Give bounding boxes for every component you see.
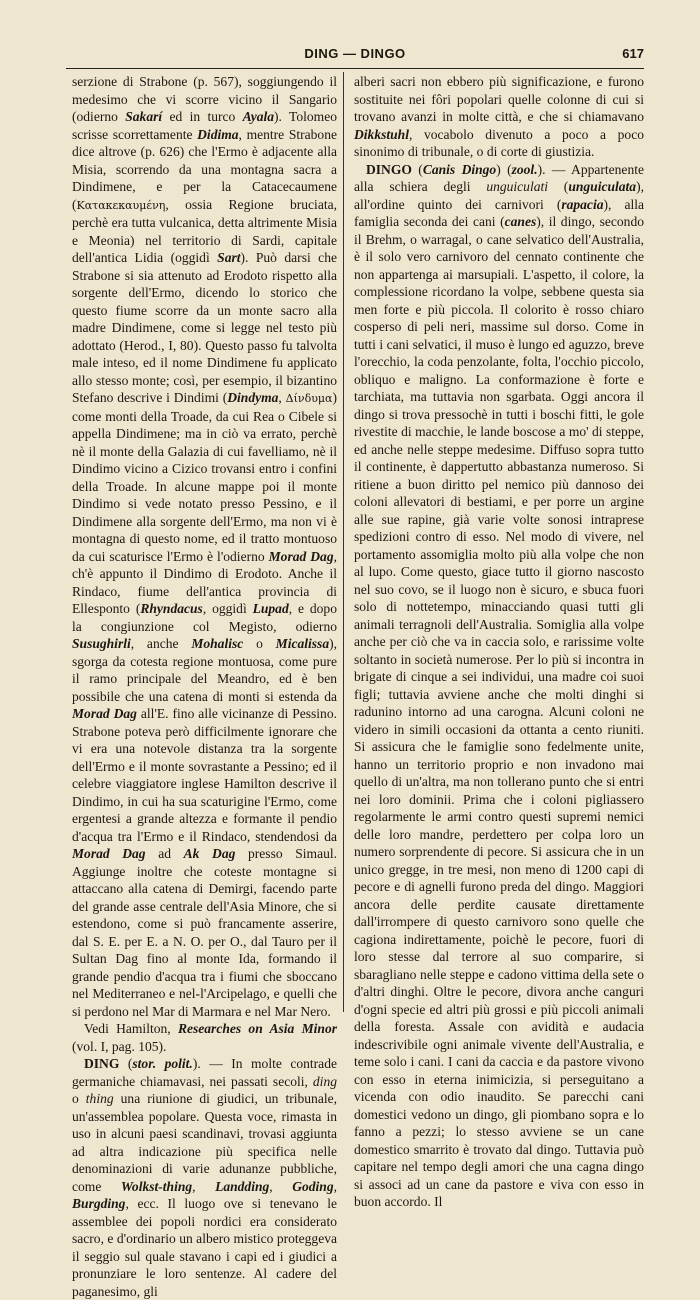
text-run: rapacia [561,196,604,212]
text-run: , [269,1178,293,1194]
text-run: , ecc. Il luogo ove si tenevano le assemblee dei popoli nordici era considerato sacro, e d'ordinario un albero mistico proteggeva il seggio sul quale stavano i capi ed i giudici a pronunziare le loro sentenze. Al cadere del paganesimo, gli [72,1196,337,1299]
text-run: , [192,1178,216,1194]
text-run: Wolkst-thing [120,1178,193,1194]
right-column [354,73,644,1211]
text-run: ) come monti della Troade, da cui Rea o Cibele si appella Dindimene; ma in ciò va errato, perchè nè il monte della Galazia di cui favelliamo, nè il Dindimo vicino a Cizico trovansi entro i confini della Troade. In alcune mappe poi il monte Dindimo si vede notato presso Pessino, e il Dindimene alla sorgente dell'Ermo, ma non vi è montagna di questo nome, ed il tratto montuoso da cui scaturisce l'Ermo è l'odierno [72,390,337,564]
text-run: ), sgorga da cotesta regione montuosa, come pure il ramo principale del Meandro, ed è ben possibile che una catena di monti si estenda da [72,636,338,704]
text-run: ed in turco [162,109,243,124]
text-run: Morad Dag [268,548,334,564]
text-run: presso Simaul. Aggiunge inoltre che coteste montagne si attaccano alla catena di Demirgi, facendo parte del grande asse centrale dell'Asia Minore, che si estendono, come si può francamente asserire, dal S. E. per E. a N. O. per O., dal Tauro per il Sultan Dag fino al monte Ida, formando il grande pendio d'acqua tra i fiumi che sboccano nel Mediterraneo e nel-l'Arcipelago, e quelli che si perdono nel Mar di Marmara e nel Mar Nero. [72,846,338,1019]
text-run: una riunione di giudici, un tribunale, un'assemblea popolare. Questa voce, rimasta in uso in alcuni paesi scandinavi, trovasi aggiunta ad altra indicazione più specifica nelle denominazioni di varie adunanze pubbliche, come [72,1091,337,1194]
entry-headword: DING [84,1056,120,1071]
text-run: Landding [215,1178,270,1194]
text-run: ( [411,161,423,177]
text-run: Morad Dag [72,706,137,721]
text-run: , [278,390,286,405]
ding-entry-continued [354,73,644,161]
text-run: Goding [292,1178,334,1194]
hamilton-reference [72,1020,337,1055]
text-run: ), all'ordine quinto dei carnivori ( [354,179,644,212]
text-run: ). Tolomeo scrisse scorrettamente [72,109,337,142]
text-run: o [72,1091,86,1106]
text-run: thing [85,1091,114,1106]
left-column [72,73,337,1300]
text-run: ), il dingo, secondo il Brehm, o warragal, o cane selvatico dell'Australia, è il solo vero carnivoro del cennato continente che non appartenga ai marsupiali. L'aspetto, il colore, la complessione ricordano la volpe, sebbene questa sia men forte e più piccola. Il colorito è rosso chiaro cosperso di peli neri, massime sul dorso. Come in tutti i cani selvatici, il muso è lungo ed aguzzo, breve l'orecchio, la coda penzolante, folta, l'occhio piccolo, obliquo e maligno. La conformazione è forte e tarchiata, ma tuttavia non sgarbata. Oggi ancora il dingo si trova pressochè in tutti i boschi fitti, le gole rivestite di macchie, le lande boscose a mo' di steppe, ed anche nelle steppe medesime. Diffuso sopra tutto il continente, è dappertutto abbastanza numeroso. Si ritiene a buon diritto pel nemico più dannoso dei coloni allevatori di bestiami, e per porre un argine alle sue rapine, già varie volte sonosi intraprese spedizioni contro di esso. Nel modo di vivere, nel portamento assomiglia molto più alla volpe che non al lupo. Come questo, giace tutto il giorno nascosto nel suo covo, se il luogo non è sicuro, e sbuca fuori solo di nottetempo, minacciando quasi tutti gli animali terragnoli dell'Australia. Somiglia alla volpe anche per ciò che va in caccia solo, e rarissime volte soltanto in società numerose. Per lo più si incontra in brigate di cinque a sei individui, una madre coi suoi figli; tuttavia avviene anche che molti dinghi si radunino intorno ad una carogna. Alcuni coloni ne videro in simili occasioni da ottanta a cento riuniti. Si assicura che le famiglie sono fedelmente unite, hanno un territorio proprio e non invadono mai quello di un'altra, ma non tollerano punto che si entri nei loro dominii. Prima che i coloni pigliassero regolarmente le armi contro questi supremi nemici delle loro mandre, perdettero per colpa loro un numero sorprendente di pecore. Si assicura che in un unico gregge, in tre mesi, non meno di 1200 capi di pecore e di agnelli furono preda del dingo. Maggiori ancora delle perdite causate direttamente dall'irrompere di questo carnivoro sono quelle che cagiona indirettamente, poichè le pecore, fuori di loro stesse dal terrore al suo comparire, si sbaragliano nelle steppe e cadono vittima della sete o d'altri dinghi. Oltre le pecore, divora anche canguri d'ogni specie ed altri più grossi e più piccoli animali della foresta. Assale con avidità e audacia indescrivibile ogni animale vivente dell'Australia, e teme solo i cani. I cani da caccia e da pastore vivono con esso in eterna inimicizia, si perseguitano a vicenda con odio inaudito. Se parecchi cani domestici vedono un dingo, gli piombano sopra e lo fanno a pezzi; lo stesso avviene se un cane domestico smarrito è trovato dal dingo. Tuttavia può capitare nel tempo degli amori che una cagna dingo si associ ad un cane da pastore e viva con esso in buon accordo. Il [354,214,644,1209]
text-run: ). Può darsi che Strabone si sia attenuto ad Erodoto rispetto alla sorgente dell'Ermo, dicendo lo storico che questo fiume scorre da un monte sacro alla madre Dindimene, come si legge nel testo più adottato (Herod., I, 80). Questo passo fu talvolta male inteso, ed il nome Dindimene fu applicato allo stesso monte; così, per esempio, il bizantino Stefano descrive i Dindimi ( [72,250,337,405]
text-run: ( [119,1056,133,1071]
text-run: Micalissa [275,636,330,651]
text-run: Κατακεκαυμένη [76,198,166,212]
text-run: Ayala [242,109,275,124]
text-run: ). — In molte contrade germaniche chiamavasi, nei passati secoli, [72,1056,337,1089]
text-run: , e dopo la congiunzione col Megisto, odierno [72,601,337,634]
text-run: , oggidì [202,601,253,616]
text-run: Susughirli [72,636,131,651]
text-run: ding [312,1073,337,1089]
text-run: , mentre Strabone dice altrove (p. 626) che l'Ermo è adjacente alla Misia, scorrendo da una montagna sacra a Dindimene, e per la Catacecaumene ( [72,126,337,212]
text-run: all'E. fino alle vicinanze di Pessino. Strabone poteva però difficilmente ignorare che vi era una notevole distanza tra la sorgente dell'Ermo e il monte sovrastante a Pessino; ed il celebre viaggiatore inglese Hamilton descrive il Dindimo, in cui ha sua scaturigine l'Ermo, come ergentesi a grande altezza e formante il pendio d'acqua tra l'Ermo e il Rindaco, stendendosi da [72,706,337,844]
text-run: Mohalisc [191,636,244,651]
text-run: Dikkstuhl [354,126,409,142]
text-run: Lupad [252,601,289,616]
text-run: ( [548,179,569,194]
text-run: alberi sacri non ebbero più significazione, e furono sostituite nei fôri popolari quelle colonne di cui si trovano avanzi in molte città, e che si chiamavano [354,74,644,124]
text-run: Dindyma [227,390,279,405]
dingo-entry [354,161,644,1211]
text-run: unguiculati [486,179,549,194]
text-run: (vol. I, pag. 105). [72,1038,167,1054]
text-run: , ossia Regione bruciata, perchè era tutta vulcanica, detta altrimente Misia e Meonia) nel territorio di Sardi, capitale dell'antica Lidia (oggidì [72,196,337,265]
text-run: ). — Appartenente alla schiera degli [354,161,644,194]
text-run: serzione di Strabone (p. 567), soggiungendo il medesimo che vi scorre vicino il Sangario (odierno [72,74,337,124]
text-run: ad [145,846,184,861]
text-run: ) ( [496,161,512,177]
text-run: Rhyndacus [140,601,203,616]
running-title: DING — DINGO [304,46,406,61]
text-run: Didima [197,126,239,142]
text-run: unguiculata [568,179,637,194]
column-divider [343,72,344,1012]
ding-entry [72,1055,337,1300]
text-run: Morad Dag [72,846,146,861]
text-run: canes [504,214,537,229]
text-run: Vedi Hamilton, [84,1021,178,1036]
text-run: Canis Dingo [422,161,497,177]
strabone-paragraph [72,73,337,1020]
text-run: , anche [130,636,192,651]
header-rule [66,68,644,69]
text-run: zool. [511,161,538,177]
text-run: Sart [217,250,241,265]
entry-headword: DINGO [366,161,412,177]
text-run: stor. polit. [132,1056,193,1071]
text-run: o [243,636,276,651]
text-run: ), alla famiglia seconda dei cani ( [354,196,644,229]
page-number: 617 [622,46,644,61]
text-run: , [333,1178,337,1194]
text-run: , vocabolo divenuto a poco a poco sinonimo di tribunale, o di corte di giustizia. [354,126,644,159]
text-run: Ak Dag [183,846,236,861]
text-run: Sakarí [125,109,163,124]
running-header [66,44,644,64]
text-run: Researches on Asia Minor [177,1021,337,1036]
text-run: , ch'è appunto il Dindimo di Erodoto. Anche il Rindaco, fiume dell'antica provincia di Ellesponto ( [72,548,337,616]
text-run: Burgding [72,1196,126,1211]
text-run: Δίνδυμα [285,392,333,405]
